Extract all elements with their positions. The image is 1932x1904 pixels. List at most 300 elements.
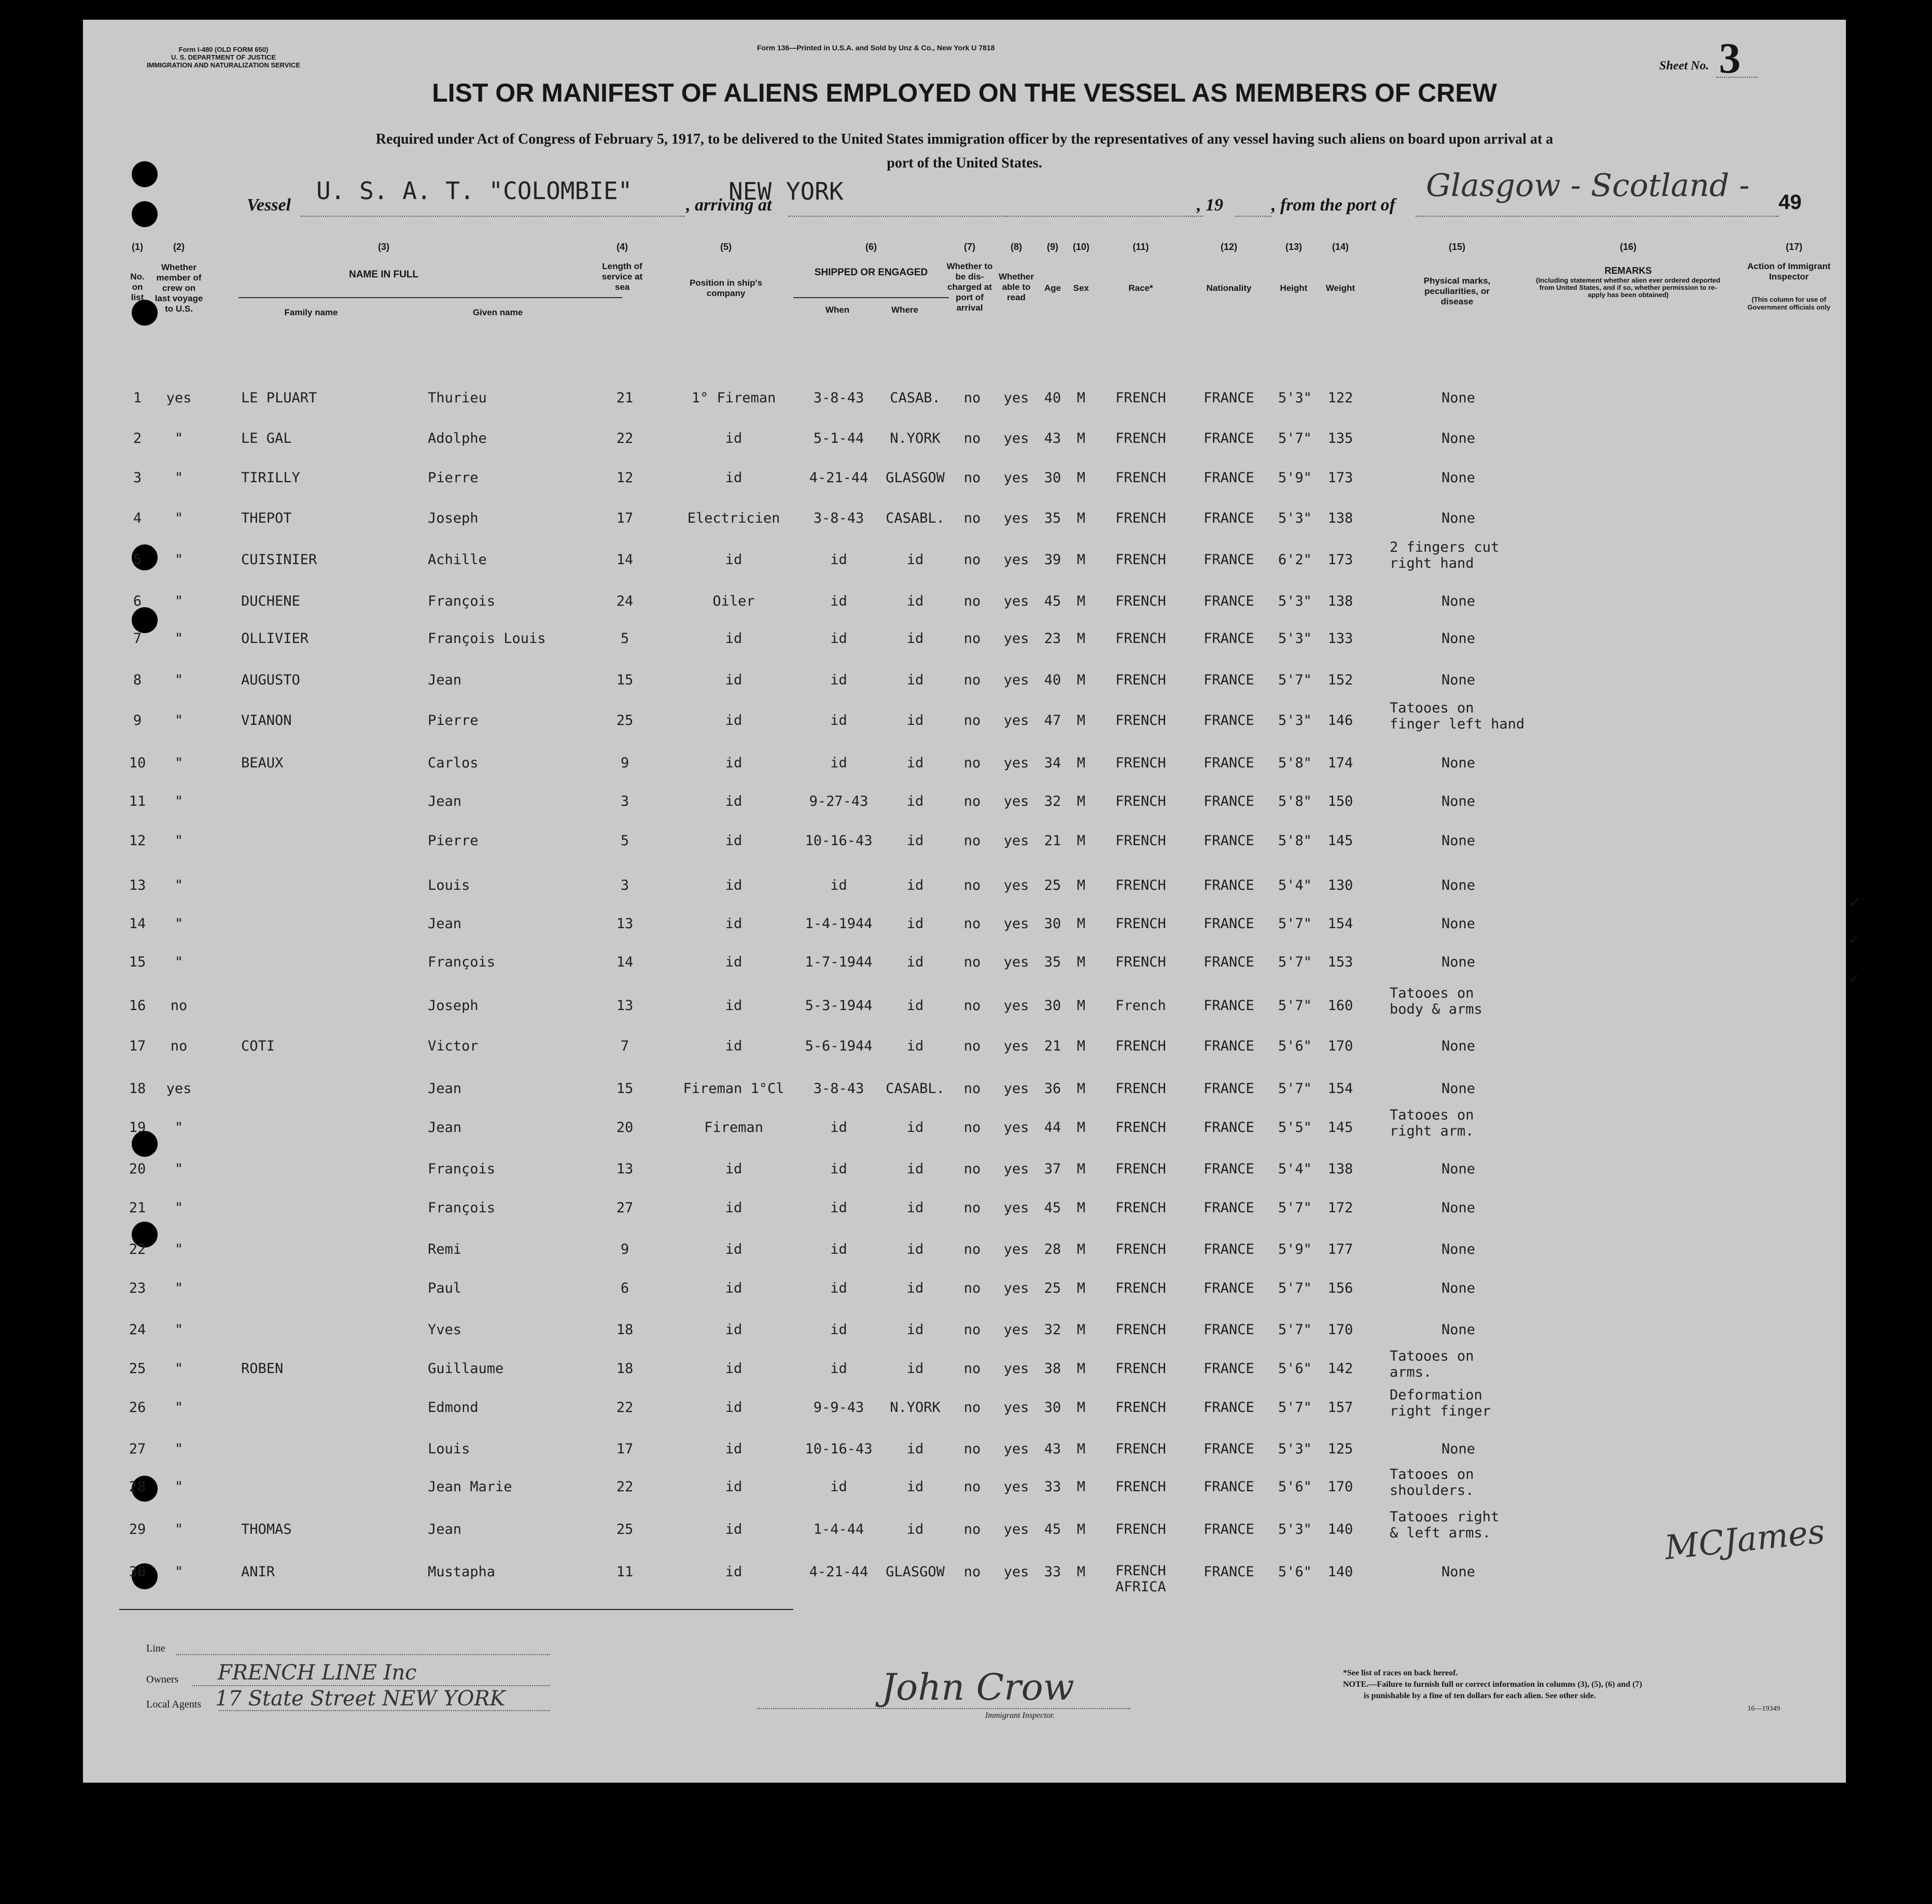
cell-when: id	[830, 1280, 847, 1296]
year-prefix: , 19	[1197, 195, 1223, 215]
cell-read: yes	[1003, 470, 1029, 486]
cell-where: id	[906, 833, 924, 849]
cell-marks: Tatooes on arms.	[1390, 1348, 1474, 1380]
cell-crew: "	[174, 1280, 184, 1296]
cell-weight: 172	[1327, 1200, 1353, 1216]
cell-sex: M	[1076, 954, 1086, 970]
cell-nationality: FRANCE	[1203, 1200, 1254, 1216]
cell-weight: 140	[1327, 1521, 1353, 1537]
inspector-label: Immigrant Inspector.	[985, 1711, 1055, 1720]
cell-where: id	[906, 593, 924, 609]
cell-age: 33	[1044, 1479, 1061, 1495]
cell-where: id	[906, 631, 924, 647]
cell-marks: None	[1441, 954, 1476, 970]
cell-crew: "	[174, 1399, 184, 1416]
cell-when: id	[830, 1161, 847, 1177]
cell-discharged: no	[963, 916, 981, 932]
cell-marks: Tatooes on right arm.	[1390, 1107, 1474, 1139]
cell-marks: None	[1441, 593, 1476, 609]
races-note: *See list of races on back hereof.	[1343, 1669, 1458, 1677]
cell-discharged: no	[963, 552, 981, 568]
cell-marks: None	[1441, 793, 1476, 809]
cell-read: yes	[1003, 1521, 1029, 1537]
cell-height: 5'6"	[1278, 1361, 1312, 1377]
cell-position: id	[725, 552, 743, 568]
cell-age: 25	[1044, 877, 1061, 893]
cell-height: 5'7"	[1278, 1399, 1312, 1416]
cell-sex: M	[1076, 1241, 1086, 1257]
cell-height: 5'7"	[1278, 1322, 1312, 1338]
cell-nationality: FRANCE	[1203, 1081, 1254, 1097]
cell-when: id	[830, 755, 847, 771]
cell-sex: M	[1076, 712, 1086, 729]
col-num: (12)	[1220, 242, 1237, 252]
penalty-note-2: is punishable by a fine of ten dollars for each alien. See other side.	[1364, 1691, 1596, 1700]
cell-crew: "	[174, 1322, 184, 1338]
cell-weight: 152	[1327, 672, 1353, 688]
cell-read: yes	[1003, 1081, 1029, 1097]
cell-service: 22	[616, 1399, 634, 1416]
cell-age: 45	[1044, 1200, 1061, 1216]
cell-race: FRENCH AFRICA	[1115, 1563, 1166, 1595]
cell-when: 3-8-43	[813, 390, 864, 406]
cell-marks: None	[1441, 1322, 1476, 1338]
cell-position: id	[725, 712, 743, 729]
table-row	[83, 1077, 1846, 1116]
cell-race: FRENCH	[1115, 833, 1166, 849]
cell-given: François	[428, 1200, 496, 1216]
cell-where: id	[906, 755, 924, 771]
cell-read: yes	[1003, 672, 1029, 688]
cell-position: id	[725, 755, 743, 771]
table-row	[83, 951, 1846, 989]
cell-nationality: FRANCE	[1203, 1038, 1254, 1054]
col-header-age: Age	[1044, 283, 1061, 293]
cell-crew: "	[174, 1479, 184, 1495]
cell-height: 5'8"	[1278, 793, 1312, 809]
cell-race: FRENCH	[1115, 1399, 1166, 1416]
col-header-shipped: SHIPPED OR ENGAGED	[814, 267, 928, 278]
cell-given: Pierre	[428, 833, 479, 849]
table-row	[83, 1035, 1846, 1073]
cell-no: 8	[133, 672, 142, 688]
cell-position: id	[725, 1322, 743, 1338]
cell-crew: "	[174, 877, 184, 893]
cell-service: 6	[620, 1280, 629, 1296]
cell-service: 17	[616, 510, 634, 526]
cell-no: 21	[129, 1200, 146, 1216]
cell-height: 5'3"	[1278, 510, 1312, 526]
inspector-signature: John Crow	[881, 1666, 1074, 1709]
cell-discharged: no	[963, 998, 981, 1014]
cell-no: 19	[129, 1119, 146, 1136]
cell-crew: "	[174, 593, 184, 609]
cell-when: 9-27-43	[809, 793, 869, 809]
cell-crew: "	[174, 833, 184, 849]
cell-nationality: FRANCE	[1203, 755, 1254, 771]
cell-given: Victor	[428, 1038, 479, 1054]
cell-weight: 130	[1327, 877, 1353, 893]
cell-race: FRENCH	[1115, 593, 1166, 609]
form-identifier	[133, 46, 314, 69]
department-name: U. S. DEPARTMENT OF JUSTICE	[171, 53, 276, 61]
cell-crew: "	[174, 1564, 184, 1580]
cell-family: THEPOT	[241, 510, 292, 526]
cell-marks: Tatooes on finger left hand	[1390, 700, 1525, 732]
cell-when: id	[830, 1119, 847, 1136]
cell-discharged: no	[963, 1441, 981, 1457]
cell-nationality: FRANCE	[1203, 1161, 1254, 1177]
cell-no: 2	[133, 430, 142, 446]
cell-when: 9-9-43	[813, 1399, 864, 1416]
cell-crew: "	[174, 916, 184, 932]
cell-height: 5'4"	[1278, 877, 1312, 893]
line-label: Line	[146, 1643, 165, 1654]
cell-when: 5-1-44	[813, 430, 864, 446]
cell-discharged: no	[963, 1081, 981, 1097]
col-num: (2)	[173, 242, 185, 252]
cell-read: yes	[1003, 755, 1029, 771]
cell-service: 11	[616, 1564, 634, 1580]
col-header-read: Whether able to read	[999, 272, 1034, 302]
col-header-race: Race*	[1128, 283, 1153, 293]
cell-position: id	[725, 1521, 743, 1537]
cell-marks: None	[1441, 430, 1476, 446]
cell-height: 5'7"	[1278, 672, 1312, 688]
cell-race: FRENCH	[1115, 793, 1166, 809]
table-row	[83, 985, 1846, 1033]
cell-age: 21	[1044, 833, 1061, 849]
cell-position: id	[725, 954, 743, 970]
cell-no: 23	[129, 1280, 146, 1296]
cell-no: 13	[129, 877, 146, 893]
table-row	[83, 830, 1846, 868]
arrival-port: NEW YORK	[729, 177, 844, 205]
cell-when: 5-3-1944	[805, 998, 873, 1014]
cell-given: Jean Marie	[428, 1479, 512, 1495]
cell-sex: M	[1076, 510, 1086, 526]
cell-position: id	[725, 1399, 743, 1416]
cell-marks: None	[1441, 672, 1476, 688]
cell-nationality: FRANCE	[1203, 1441, 1254, 1457]
agents-label: Local Agents	[146, 1699, 202, 1710]
cell-read: yes	[1003, 1322, 1029, 1338]
cell-discharged: no	[963, 1322, 981, 1338]
col-header-no: No. on list	[130, 272, 145, 302]
cell-crew: "	[174, 712, 184, 729]
cell-nationality: FRANCE	[1203, 1564, 1254, 1580]
cell-crew: yes	[166, 1081, 192, 1097]
cell-marks: Tatooes on body & arms	[1390, 985, 1482, 1017]
cell-sex: M	[1076, 631, 1086, 647]
cell-given: Jean	[428, 1521, 462, 1537]
cell-discharged: no	[963, 593, 981, 609]
cell-service: 25	[616, 1521, 634, 1537]
table-row	[83, 1509, 1846, 1557]
cell-discharged: no	[963, 1119, 981, 1136]
cell-crew: "	[174, 510, 184, 526]
cell-position: id	[725, 998, 743, 1014]
cell-marks: None	[1441, 916, 1476, 932]
cell-sex: M	[1076, 672, 1086, 688]
cell-weight: 145	[1327, 1119, 1353, 1136]
cell-read: yes	[1003, 1038, 1029, 1054]
cell-no: 3	[133, 470, 142, 486]
cell-crew: "	[174, 631, 184, 647]
cell-service: 3	[620, 793, 629, 809]
table-row	[83, 1197, 1846, 1235]
col-num: (5)	[720, 242, 732, 252]
cell-when: id	[830, 1200, 847, 1216]
cell-when: 3-8-43	[813, 1081, 864, 1097]
cell-crew: "	[174, 1361, 184, 1377]
cell-weight: 173	[1327, 552, 1353, 568]
cell-no: 11	[129, 793, 146, 809]
cell-family: CUISINIER	[241, 552, 317, 568]
cell-nationality: FRANCE	[1203, 390, 1254, 406]
cell-sex: M	[1076, 1521, 1086, 1537]
cell-where: id	[906, 916, 924, 932]
cell-when: id	[830, 1322, 847, 1338]
cell-sex: M	[1076, 593, 1086, 609]
cell-discharged: no	[963, 877, 981, 893]
table-row	[83, 507, 1846, 545]
cell-height: 5'7"	[1278, 430, 1312, 446]
cell-when: 4-21-44	[809, 1564, 869, 1580]
cell-weight: 170	[1327, 1322, 1353, 1338]
cell-sex: M	[1076, 1322, 1086, 1338]
table-row	[83, 700, 1846, 748]
cell-crew: "	[174, 1200, 184, 1216]
cell-height: 5'4"	[1278, 1161, 1312, 1177]
col-num: (17)	[1785, 242, 1802, 252]
cell-marks: None	[1441, 1441, 1476, 1457]
cell-sex: M	[1076, 1280, 1086, 1296]
cell-weight: 138	[1327, 510, 1353, 526]
cell-position: Electricien	[687, 510, 780, 526]
cell-family: TIRILLY	[241, 470, 300, 486]
cell-nationality: FRANCE	[1203, 712, 1254, 729]
cell-read: yes	[1003, 1119, 1029, 1136]
page-title: LIST OR MANIFEST OF ALIENS EMPLOYED ON THE VESSEL AS MEMBERS OF CREW	[432, 78, 1497, 107]
cell-nationality: FRANCE	[1203, 1399, 1254, 1416]
col-header-action: Action of Immigrant Inspector	[1747, 261, 1831, 282]
table-row	[83, 590, 1846, 628]
cell-age: 30	[1044, 1399, 1061, 1416]
cell-race: FRENCH	[1115, 510, 1166, 526]
cell-service: 3	[620, 877, 629, 893]
cell-service: 12	[616, 470, 634, 486]
cell-read: yes	[1003, 430, 1029, 446]
cell-discharged: no	[963, 1200, 981, 1216]
cell-discharged: no	[963, 1241, 981, 1257]
cell-crew: "	[174, 552, 184, 568]
cell-height: 5'3"	[1278, 390, 1312, 406]
cell-sex: M	[1076, 1564, 1086, 1580]
cell-given: Achille	[428, 552, 487, 568]
cell-race: FRENCH	[1115, 1119, 1166, 1136]
cell-position: 1° Fireman	[691, 390, 776, 406]
cell-height: 5'7"	[1278, 954, 1312, 970]
cell-age: 37	[1044, 1161, 1061, 1177]
cell-race: FRENCH	[1115, 552, 1166, 568]
cell-discharged: no	[963, 755, 981, 771]
cell-position: id	[725, 430, 743, 446]
cell-given: François	[428, 593, 496, 609]
cell-age: 32	[1044, 793, 1061, 809]
cell-given: Louis	[428, 877, 470, 893]
table-row	[83, 1348, 1846, 1396]
cell-given: Yves	[428, 1322, 462, 1338]
cell-age: 23	[1044, 631, 1061, 647]
cell-crew: no	[170, 1038, 188, 1054]
cell-nationality: FRANCE	[1203, 470, 1254, 486]
cell-sex: M	[1076, 390, 1086, 406]
cell-height: 5'7"	[1278, 1081, 1312, 1097]
cell-discharged: no	[963, 833, 981, 849]
cell-nationality: FRANCE	[1203, 1479, 1254, 1495]
cell-age: 35	[1044, 510, 1061, 526]
vessel-name: U. S. A. T. "COLOMBIE"	[316, 177, 633, 205]
col-header-when: When	[825, 305, 850, 315]
cell-age: 40	[1044, 390, 1061, 406]
cell-where: id	[906, 1441, 924, 1457]
cell-no: 12	[129, 833, 146, 849]
cell-nationality: FRANCE	[1203, 1521, 1254, 1537]
cell-race: FRENCH	[1115, 712, 1166, 729]
cell-read: yes	[1003, 1200, 1029, 1216]
cell-race: FRENCH	[1115, 1521, 1166, 1537]
cell-weight: 122	[1327, 390, 1353, 406]
cell-given: Mustapha	[428, 1564, 496, 1580]
cell-where: id	[906, 877, 924, 893]
punch-hole	[132, 201, 158, 227]
cell-age: 34	[1044, 755, 1061, 771]
col-num: (8)	[1011, 242, 1022, 252]
cell-service: 13	[616, 1161, 634, 1177]
cell-nationality: FRANCE	[1203, 631, 1254, 647]
table-row	[83, 1466, 1846, 1514]
cell-age: 32	[1044, 1322, 1061, 1338]
cell-marks: None	[1441, 755, 1476, 771]
cell-when: 3-8-43	[813, 510, 864, 526]
cell-weight: 160	[1327, 998, 1353, 1014]
cell-height: 5'5"	[1278, 1119, 1312, 1136]
cell-where: id	[906, 1361, 924, 1377]
col-num: (6)	[865, 242, 877, 252]
cell-read: yes	[1003, 877, 1029, 893]
cell-where: id	[906, 1038, 924, 1054]
cell-no: 22	[129, 1241, 146, 1257]
cell-read: yes	[1003, 833, 1029, 849]
cell-crew: no	[170, 998, 188, 1014]
cell-where: id	[906, 1521, 924, 1537]
cell-where: id	[906, 793, 924, 809]
cell-nationality: FRANCE	[1203, 1241, 1254, 1257]
cell-given: Jean	[428, 672, 462, 688]
vessel-label: Vessel	[247, 195, 291, 215]
cell-when: 1-4-1944	[805, 916, 873, 932]
cell-race: French	[1115, 998, 1166, 1014]
cell-age: 47	[1044, 712, 1061, 729]
cell-no: 14	[129, 916, 146, 932]
cell-nationality: FRANCE	[1203, 593, 1254, 609]
cell-age: 43	[1044, 1441, 1061, 1457]
cell-service: 9	[620, 755, 629, 771]
cell-position: id	[725, 1441, 743, 1457]
cell-nationality: FRANCE	[1203, 877, 1254, 893]
cell-given: François	[428, 1161, 496, 1177]
cell-read: yes	[1003, 390, 1029, 406]
cell-service: 13	[616, 916, 634, 932]
cell-race: FRENCH	[1115, 1479, 1166, 1495]
cell-height: 5'9"	[1278, 470, 1312, 486]
inspector-initials: MCJames	[1662, 1513, 1827, 1567]
cell-read: yes	[1003, 1441, 1029, 1457]
cell-position: Fireman 1°Cl	[683, 1081, 785, 1097]
table-row	[83, 467, 1846, 505]
cell-where: N.YORK	[890, 1399, 941, 1416]
penalty-note-1: NOTE.—Failure to furnish full or correct information in columns (3), (5), (6) and (7)	[1343, 1680, 1642, 1689]
table-row	[83, 387, 1846, 425]
cell-service: 17	[616, 1441, 634, 1457]
cell-read: yes	[1003, 998, 1029, 1014]
col-header-sex: Sex	[1073, 283, 1089, 293]
cell-marks: None	[1441, 390, 1476, 406]
cell-race: FRENCH	[1115, 1241, 1166, 1257]
cell-marks: Deformation right finger	[1390, 1387, 1491, 1419]
cell-marks: None	[1441, 1161, 1476, 1177]
table-row	[83, 874, 1846, 913]
cell-read: yes	[1003, 552, 1029, 568]
cell-position: id	[725, 793, 743, 809]
table-row	[83, 539, 1846, 587]
cell-sex: M	[1076, 1361, 1086, 1377]
cell-service: 5	[620, 833, 629, 849]
cell-discharged: no	[963, 1280, 981, 1296]
cell-service: 15	[616, 672, 634, 688]
cell-service: 22	[616, 430, 634, 446]
col-header-position: Position in ship's company	[689, 278, 763, 298]
cell-where: id	[906, 1119, 924, 1136]
cell-weight: 138	[1327, 1161, 1353, 1177]
cell-sex: M	[1076, 1081, 1086, 1097]
cell-position: id	[725, 631, 743, 647]
cell-read: yes	[1003, 1280, 1029, 1296]
cell-nationality: FRANCE	[1203, 1361, 1254, 1377]
cell-discharged: no	[963, 510, 981, 526]
cell-race: FRENCH	[1115, 877, 1166, 893]
cell-no: 30	[129, 1564, 146, 1580]
cell-given: Thurieu	[428, 390, 487, 406]
cell-sex: M	[1076, 1479, 1086, 1495]
cell-read: yes	[1003, 712, 1029, 729]
cell-crew: "	[174, 1161, 184, 1177]
cell-service: 20	[616, 1119, 634, 1136]
remarks-note: (Including statement whether alien ever ordered deported from United States, and if so, whether permission to re-apply has been obtained)	[1536, 276, 1720, 299]
cell-weight: 146	[1327, 712, 1353, 729]
from-port-label: , from the port of	[1271, 195, 1395, 215]
cell-crew: "	[174, 430, 184, 446]
cell-read: yes	[1003, 1479, 1029, 1495]
cell-family: OLLIVIER	[241, 631, 309, 647]
sheet-label: Sheet No.	[1659, 59, 1709, 73]
cell-age: 36	[1044, 1081, 1061, 1097]
cell-marks: None	[1441, 1564, 1476, 1580]
col-num: (7)	[964, 242, 975, 252]
cell-no: 26	[129, 1399, 146, 1416]
cell-race: FRENCH	[1115, 631, 1166, 647]
